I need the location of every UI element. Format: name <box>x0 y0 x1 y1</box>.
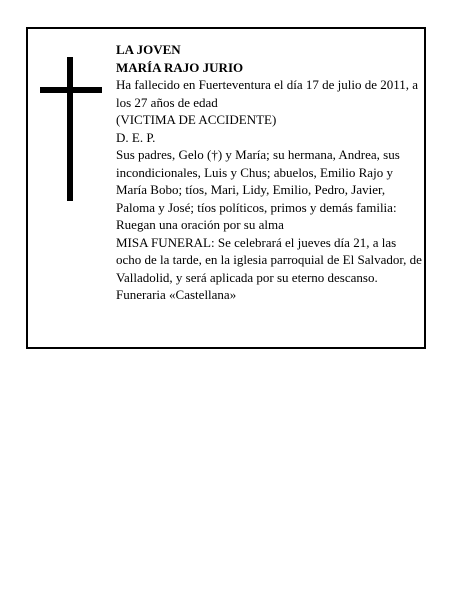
obituary-text <box>116 41 422 304</box>
cross-vertical-bar <box>67 57 73 201</box>
rip-text: D. E. P. <box>116 129 156 145</box>
funeral-home: Funeraria «Castellana» <box>116 287 237 302</box>
cross-horizontal-bar <box>40 87 102 93</box>
family-list: Sus padres, Gelo (†) y María; su hermana, Andrea, sus incondicionales, Luis y Chus; abuelos, Emilio Rajo y María Bobo; tíos, Mari, Lidy, Emilio, Pedro, Javier, Paloma y José; tíos políticos, primos y demás familia: <box>116 147 400 215</box>
death-info: Ha fallecido en Fuerteventura el día 17 de julio de 2011, a los 27 años de edad <box>116 77 419 110</box>
cross-icon <box>40 57 102 201</box>
funeral-mass-info: MISA FUNERAL: Se celebrará el jueves día 21, a las ocho de la tarde, en la iglesia parroquial de El Salvador, de Valladolid, y será aplicada por su eterno descanso. <box>116 234 422 285</box>
obituary-notice <box>26 27 426 349</box>
deceased-name: MARÍA RAJO JURIO <box>116 59 244 75</box>
heading-line1: LA JOVEN <box>116 42 181 57</box>
prayer-request: Ruegan una oración por su alma <box>116 217 284 232</box>
cause-of-death: (VICTIMA DE ACCIDENTE) <box>116 112 277 127</box>
